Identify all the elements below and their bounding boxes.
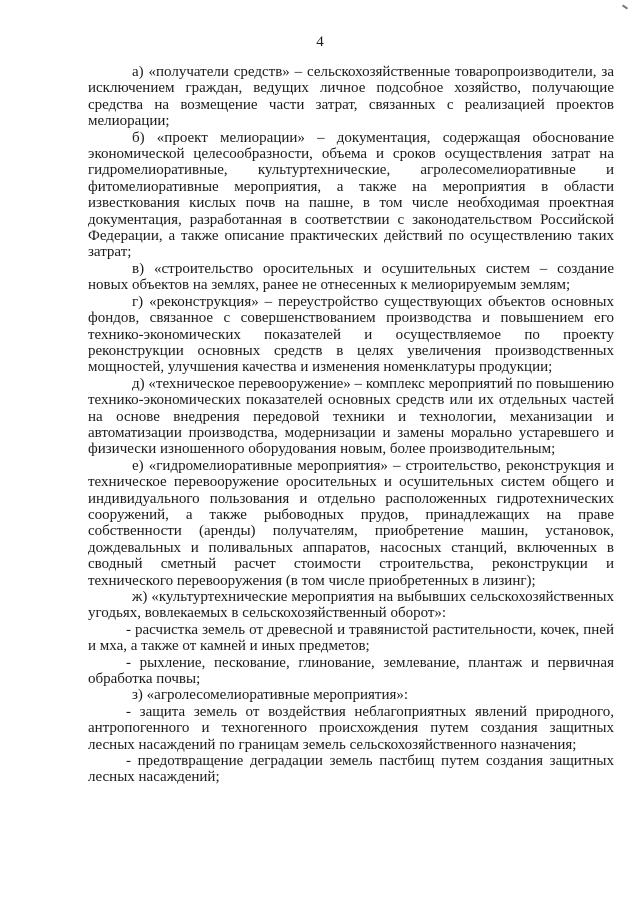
paragraph-zh: ж) «культуртехнические мероприятия на выбывших сельскохозяйственных угодьях, вовлекаемых в сельскохозяйственный оборот»:	[88, 589, 614, 622]
scan-mark	[622, 4, 628, 9]
bullet-item: - расчистка земель от древесной и травянистой растительности, кочек, пней и мха, а также от камней и иных предметов;	[88, 621, 614, 655]
document-body	[88, 64, 614, 786]
page-number: 4	[316, 34, 324, 50]
paragraph-d: д) «техническое перевооружение» – комплекс мероприятий по повышению технико-экономических показателей основных средств или их отдельных частей на основе внедрения передовой техники и технологии, механизации и автоматизации производства, модернизации и замены морально устаревшего и физически изношенного оборудования новым, более производительным;	[88, 375, 614, 458]
bullet-item: - рыхление, пескование, глинование, землевание, плантаж и первичная обработка почвы;	[88, 654, 614, 688]
paragraph-a: а) «получатели средств» – сельскохозяйственные товаропроизводители, за исключением граждан, ведущих личное подсобное хозяйство, получающие средства на возмещение части затрат, связанных с реализацией проектов мелиорации;	[88, 64, 614, 130]
paragraph-g: г) «реконструкция» – переустройство существующих объектов основных фондов, связанное с совершенствованием производства и повышением его технико-экономических показателей и осуществляемое по проекту реконструкции основных средств в целях увеличения производственных мощностей, улучшения качества и изменения номенклатуры продукции;	[88, 293, 614, 376]
bullet-item: - защита земель от воздействия неблагоприятных явлений природного, антропогенного и техногенного происхождения путем создания защитных лесных насаждений по границам земель сельскохозяйственного назначения;	[88, 703, 614, 753]
paragraph-z: з) «агролесомелиоративные мероприятия»:	[132, 687, 409, 704]
paragraph-v: в) «строительство оросительных и осушительных систем – создание новых объектов на землях, ранее не отнесенных к мелиорируемым землям;	[88, 260, 614, 294]
bullet-item: - предотвращение деградации земель пастбищ путем создания защитных лесных насаждений;	[88, 753, 614, 786]
paragraph-b: б) «проект мелиорации» – документация, содержащая обоснование экономической целесообразности, объема и сроков осуществления затрат на гидромелиоративные, культуртехнические, агролесомелиоративные и фитомелиоративные мероприятия, а также на мероприятия в области известкования кислых почв на пашне, в том числе необходимая проектная документация, разработанная в соответствии с законодательством Российской Федерации, а также описание практических действий по осуществлению таких затрат;	[88, 129, 614, 261]
paragraph-e: е) «гидромелиоративные мероприятия» – строительство, реконструкция и техническое перевооружение оросительных и осушительных систем общего и индивидуального пользования и отдельно расположенных гидротехнических сооружений, а также рыбоводных прудов, принадлежащих на праве собственности (аренды) получателям, приобретение машин, установок, дождевальных и поливальных аппаратов, насосных станций, включенных в сводный сметный расчет стоимости строительства, реконструкции и технического перевооружения (в том числе приобретенных в лизинг);	[88, 457, 614, 589]
